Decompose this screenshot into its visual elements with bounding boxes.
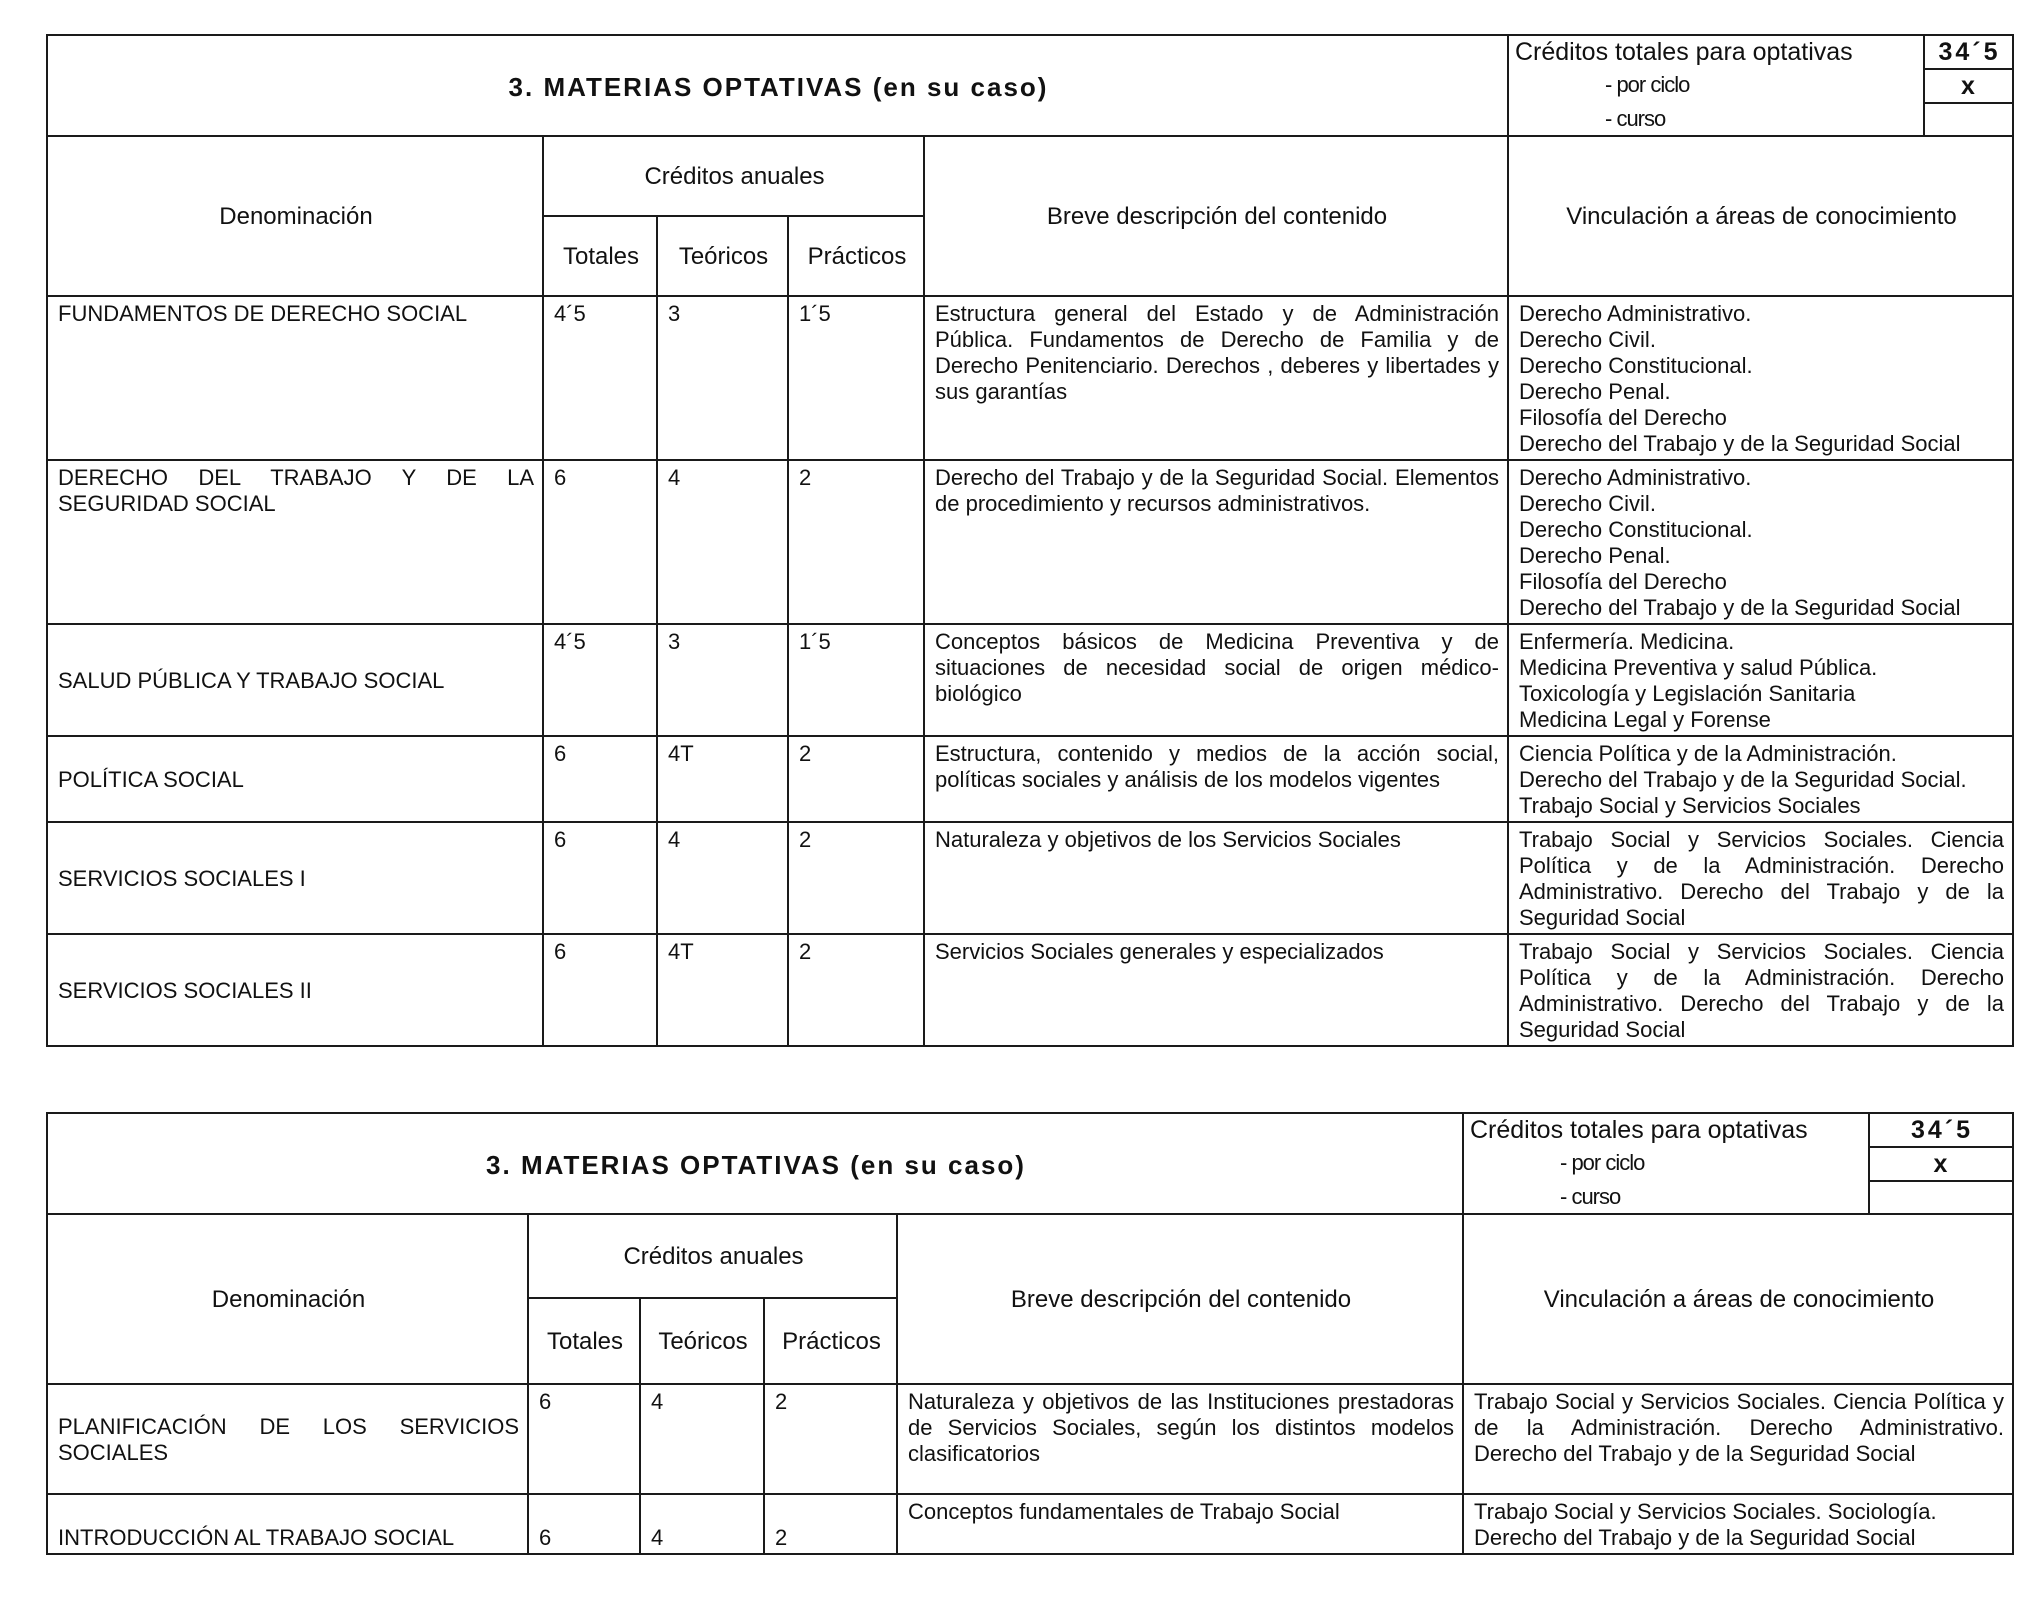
credits-teoricos: 4 — [657, 822, 788, 934]
knowledge-areas — [1508, 296, 2013, 460]
subject-description: Conceptos básicos de Medicina Preventiva y de situaciones de necesidad social de origen médico-biológico — [924, 624, 1508, 736]
table-title: 3. MATERIAS OPTATIVAS (en su caso) — [47, 1113, 1463, 1214]
area-item: Medicina Preventiva y salud Pública. — [1519, 655, 1878, 680]
table-row — [47, 934, 2013, 1046]
subject-description: Conceptos fundamentales de Trabajo Social — [897, 1494, 1463, 1554]
credits-teoricos: 4 — [640, 1494, 764, 1554]
credits-value: 34´5 — [1924, 36, 2014, 69]
credits-box — [1463, 1113, 2013, 1214]
area-item: Filosofía del Derecho — [1519, 569, 1727, 594]
credits-box — [1508, 35, 2013, 136]
credits-teoricos: 3 — [657, 296, 788, 460]
por-ciclo-value: x — [1924, 69, 2014, 103]
credits-totales: 6 — [543, 822, 657, 934]
header-descripcion: Breve descripción del contenido — [897, 1214, 1463, 1384]
por-ciclo-value: x — [1869, 1147, 2014, 1181]
knowledge-areas: Trabajo Social y Servicios Sociales. Ciencia Política y de la Administración. Derecho Administrativo. Derecho del Trabajo y de la Seguridad Social — [1508, 934, 2013, 1046]
header-totales: Totales — [543, 216, 657, 296]
credits-practicos: 2 — [788, 934, 924, 1046]
credits-practicos: 1´5 — [788, 624, 924, 736]
area-item: Medicina Legal y Forense — [1519, 707, 1771, 732]
credits-teoricos: 4 — [640, 1384, 764, 1494]
knowledge-areas — [1508, 460, 2013, 624]
knowledge-areas: Trabajo Social y Servicios Sociales. Ciencia Política y de la Administración. Derecho Administrativo. Derecho del Trabajo y de la Seguridad Social — [1508, 822, 2013, 934]
credits-totales: 6 — [543, 934, 657, 1046]
area-item: Derecho Penal. — [1519, 543, 1671, 568]
area-item: Toxicología y Legislación Sanitaria — [1519, 681, 1856, 706]
credits-totales: 4´5 — [543, 296, 657, 460]
credits-practicos: 2 — [764, 1384, 897, 1494]
credits-teoricos: 4T — [657, 934, 788, 1046]
por-ciclo-label: - por ciclo — [1560, 1150, 1645, 1175]
curso-label: - curso — [1605, 106, 1666, 131]
knowledge-areas — [1508, 736, 2013, 822]
header-totales: Totales — [528, 1298, 640, 1384]
area-item: Trabajo Social y Servicios Sociales. Sociología. — [1474, 1499, 1937, 1524]
area-item: Derecho Constitucional. — [1519, 517, 1753, 542]
credits-teoricos: 4 — [657, 460, 788, 624]
area-item: Enfermería. Medicina. — [1519, 629, 1735, 654]
header-descripcion: Breve descripción del contenido — [924, 136, 1508, 296]
table-title: 3. MATERIAS OPTATIVAS (en su caso) — [47, 35, 1508, 136]
credits-value: 34´5 — [1869, 1114, 2014, 1147]
knowledge-areas: Trabajo Social y Servicios Sociales. Ciencia Política y de la Administración. Derecho Administrativo. Derecho del Trabajo y de la Seguridad Social — [1463, 1384, 2013, 1494]
subject-description: Servicios Sociales generales y especializados — [924, 934, 1508, 1046]
area-item: Derecho del Trabajo y de la Seguridad Social — [1519, 431, 1961, 456]
subject-name: SERVICIOS SOCIALES II — [47, 934, 543, 1046]
table-row — [47, 736, 2013, 822]
knowledge-areas — [1463, 1494, 2013, 1554]
credits-totales: 6 — [543, 460, 657, 624]
credits-totales: 6 — [543, 736, 657, 822]
header-creditos-anuales: Créditos anuales — [528, 1214, 897, 1298]
table-row — [47, 822, 2013, 934]
subject-description: Estructura, contenido y medios de la acción social, políticas sociales y análisis de los modelos vigentes — [924, 736, 1508, 822]
credits-practicos: 1´5 — [788, 296, 924, 460]
area-item: Ciencia Política y de la Administración. — [1519, 741, 1897, 766]
header-teoricos: Teóricos — [640, 1298, 764, 1384]
credits-totales: 4´5 — [543, 624, 657, 736]
header-vinculacion: Vinculación a áreas de conocimiento — [1463, 1214, 2013, 1384]
area-item: Derecho Administrativo. — [1519, 465, 1752, 490]
header-practicos: Prácticos — [788, 216, 924, 296]
area-item: Derecho Civil. — [1519, 491, 1656, 516]
subject-description: Naturaleza y objetivos de los Servicios Sociales — [924, 822, 1508, 934]
credits-teoricos: 4T — [657, 736, 788, 822]
table-row — [47, 624, 2013, 736]
por-ciclo-label: - por ciclo — [1605, 72, 1690, 97]
area-item: Derecho Civil. — [1519, 327, 1656, 352]
subject-name: POLÍTICA SOCIAL — [47, 736, 543, 822]
subject-name: DERECHO DEL TRABAJO Y DE LA SEGURIDAD SOCIAL — [47, 460, 543, 624]
curso-label: - curso — [1560, 1184, 1621, 1209]
table-row — [47, 1384, 2013, 1494]
area-item: Derecho del Trabajo y de la Seguridad Social — [1474, 1525, 1916, 1550]
header-creditos-anuales: Créditos anuales — [543, 136, 924, 216]
credits-practicos: 2 — [788, 736, 924, 822]
optativas-table-1 — [46, 34, 2014, 1047]
optativas-table-2 — [46, 1112, 2014, 1555]
curso-value — [1869, 1181, 2014, 1213]
area-item: Derecho Administrativo. — [1519, 301, 1752, 326]
area-item: Trabajo Social y Servicios Sociales — [1519, 793, 1861, 818]
area-item: Derecho del Trabajo y de la Seguridad Social — [1519, 595, 1961, 620]
subject-name: SERVICIOS SOCIALES I — [47, 822, 543, 934]
credits-practicos: 2 — [764, 1494, 897, 1554]
credits-practicos: 2 — [788, 822, 924, 934]
subject-name: FUNDAMENTOS DE DERECHO SOCIAL — [47, 296, 543, 460]
credits-label: Créditos totales para optativas — [1515, 38, 1853, 66]
area-item: Derecho del Trabajo y de la Seguridad Social. — [1519, 767, 1967, 792]
subject-name: PLANIFICACIÓN DE LOS SERVICIOS SOCIALES — [47, 1384, 528, 1494]
header-teoricos: Teóricos — [657, 216, 788, 296]
credits-totales: 6 — [528, 1384, 640, 1494]
knowledge-areas — [1508, 624, 2013, 736]
header-vinculacion: Vinculación a áreas de conocimiento — [1508, 136, 2013, 296]
subject-name: SALUD PÚBLICA Y TRABAJO SOCIAL — [47, 624, 543, 736]
credits-totales: 6 — [528, 1494, 640, 1554]
subject-description: Derecho del Trabajo y de la Seguridad Social. Elementos de procedimiento y recursos administrativos. — [924, 460, 1508, 624]
area-item: Derecho Penal. — [1519, 379, 1671, 404]
credits-practicos: 2 — [788, 460, 924, 624]
subject-description: Naturaleza y objetivos de las Instituciones prestadoras de Servicios Sociales, según los distintos modelos clasificatorios — [897, 1384, 1463, 1494]
header-denominacion: Denominación — [47, 1214, 528, 1384]
table-row — [47, 296, 2013, 460]
credits-teoricos: 3 — [657, 624, 788, 736]
header-practicos: Prácticos — [764, 1298, 897, 1384]
header-denominacion: Denominación — [47, 136, 543, 296]
subject-description: Estructura general del Estado y de Administración Pública. Fundamentos de Derecho de Familia y de Derecho Penitenciario. Derechos , deberes y libertades y sus garantías — [924, 296, 1508, 460]
subject-name: INTRODUCCIÓN AL TRABAJO SOCIAL — [47, 1494, 528, 1554]
table-row — [47, 460, 2013, 624]
curso-value — [1924, 103, 2014, 135]
credits-label: Créditos totales para optativas — [1470, 1116, 1808, 1144]
area-item: Filosofía del Derecho — [1519, 405, 1727, 430]
table-row — [47, 1494, 2013, 1554]
area-item: Derecho Constitucional. — [1519, 353, 1753, 378]
